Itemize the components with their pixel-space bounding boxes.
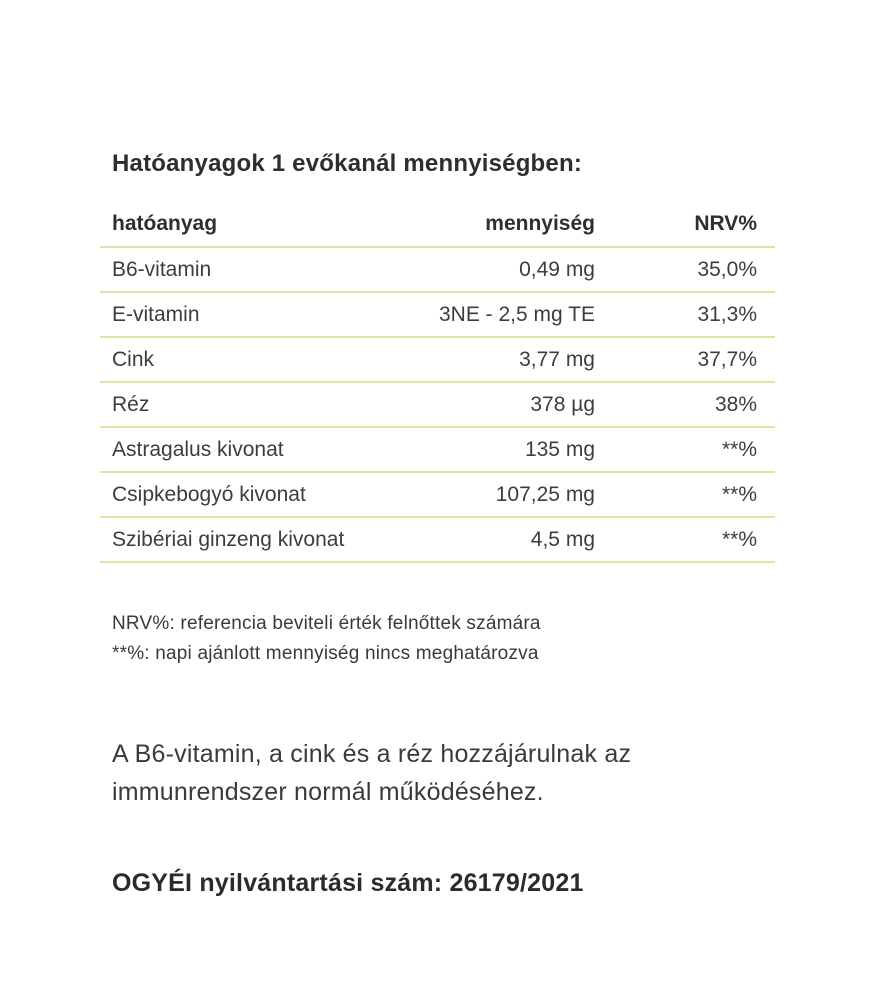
ingredient-name: Cink bbox=[112, 347, 155, 371]
health-claim: A B6-vitamin, a cink és a réz hozzájárulnak az immunrendszer normál működéséhez. bbox=[112, 740, 632, 806]
ingredient-name: Astragalus kivonat bbox=[112, 437, 284, 461]
section-title: Hatóanyagok 1 evőkanál mennyiségben: bbox=[112, 150, 583, 177]
table-row bbox=[100, 383, 775, 428]
table-row bbox=[100, 518, 775, 563]
ingredient-amount: 3,77 mg bbox=[519, 347, 595, 371]
ingredient-amount: 4,5 mg bbox=[530, 527, 595, 551]
footnotes bbox=[100, 609, 775, 669]
ingredient-nrv: 31,3% bbox=[697, 302, 757, 326]
ingredient-nrv: 37,7% bbox=[697, 347, 757, 371]
ingredient-amount: 0,49 mg bbox=[519, 257, 595, 281]
footnote-nrv: NRV%: referencia beviteli érték felnőttek számára bbox=[112, 613, 541, 634]
ingredient-nrv: **% bbox=[721, 437, 757, 461]
ingredient-amount: 3NE - 2,5 mg TE bbox=[438, 302, 595, 326]
ingredient-name: E-vitamin bbox=[112, 302, 200, 326]
table-body bbox=[100, 248, 775, 563]
ingredient-amount: 378 µg bbox=[530, 392, 595, 416]
ingredient-nrv: **% bbox=[721, 527, 757, 551]
table-row bbox=[100, 293, 775, 338]
table-row bbox=[100, 428, 775, 473]
table-row bbox=[100, 473, 775, 518]
table-header-row bbox=[100, 204, 775, 248]
ingredients-table bbox=[100, 204, 775, 563]
ingredient-nrv: **% bbox=[721, 482, 757, 506]
header-nrv: NRV% bbox=[694, 212, 757, 235]
ingredient-name: Szibériai ginzeng kivonat bbox=[112, 527, 345, 551]
label-content bbox=[100, 150, 775, 898]
ingredient-amount: 107,25 mg bbox=[495, 482, 595, 506]
ingredient-name: Csipkebogyó kivonat bbox=[112, 482, 306, 506]
ingredient-amount: 135 mg bbox=[524, 437, 595, 461]
ingredient-nrv: 38% bbox=[714, 392, 757, 416]
registration-number: OGYÉI nyilvántartási szám: 26179/2021 bbox=[112, 869, 584, 897]
header-amount: mennyiség bbox=[485, 212, 595, 235]
footnote-asterisk: **%: napi ajánlott mennyiség nincs meghatározva bbox=[112, 643, 539, 664]
header-ingredient: hatóanyag bbox=[112, 212, 218, 235]
table-row bbox=[100, 338, 775, 383]
ingredient-nrv: 35,0% bbox=[697, 257, 757, 281]
table-row bbox=[100, 248, 775, 293]
ingredient-name: Réz bbox=[112, 392, 150, 416]
ingredient-name: B6-vitamin bbox=[112, 257, 212, 281]
